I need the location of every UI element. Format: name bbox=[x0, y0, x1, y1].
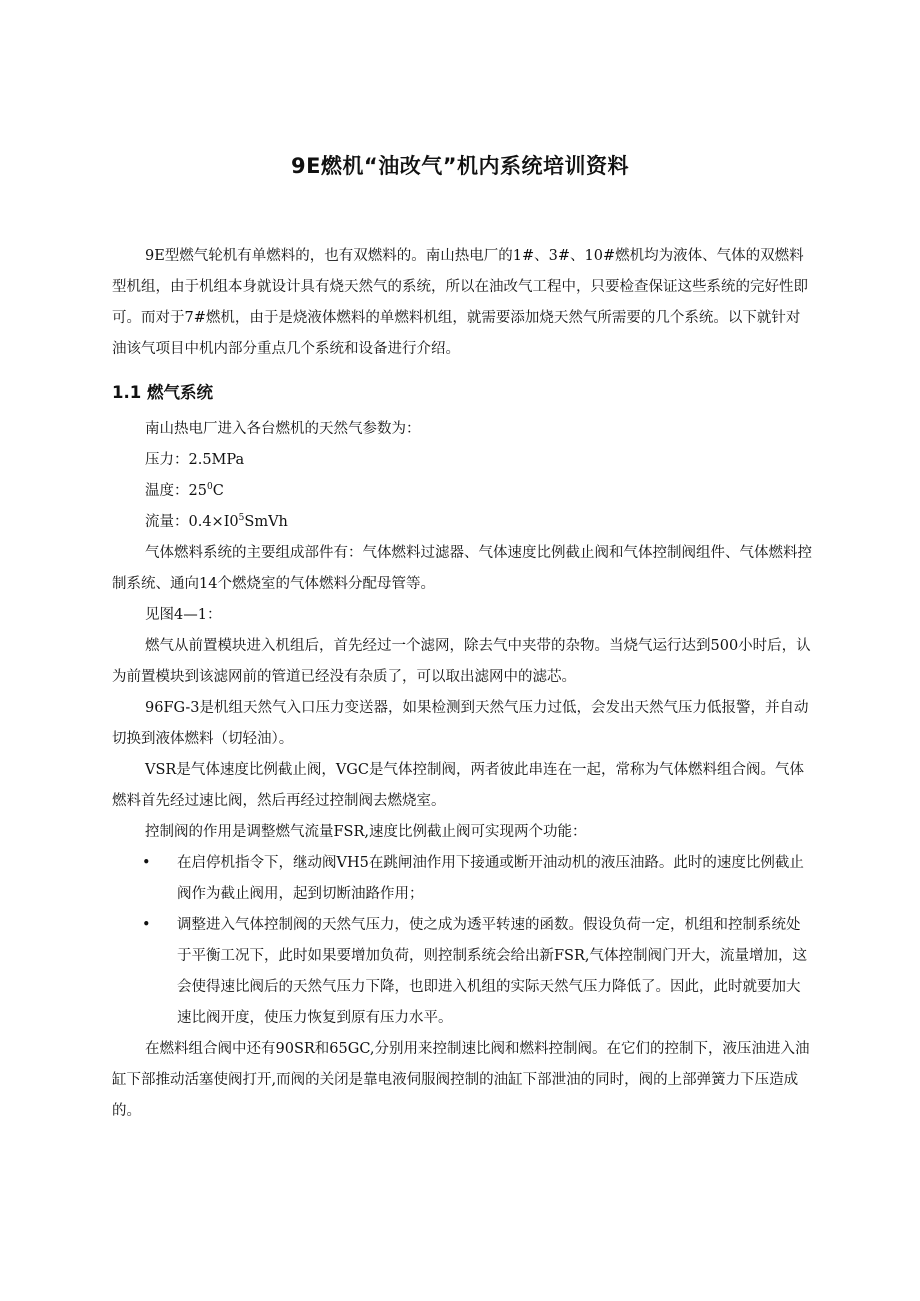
filter-paragraph: 燃气从前置模块进入机组后，首先经过一个滤网，除去气中夹带的杂物。当烧气运行达到500小时后，认为前置模块到该滤网前的管道已经没有杂质了，可以取出滤网中的滤芯。 bbox=[112, 638, 811, 685]
section-heading: 1.1 燃气系统 bbox=[112, 383, 213, 402]
pressure-param: 压力：2.5MPa bbox=[145, 452, 245, 468]
bullet-icon: • bbox=[142, 917, 151, 933]
vsr-paragraph: VSR是气体速度比例截止阀，VGC是气体控制阀，两者彼此串连在一起，常称为气体燃料组合阀。气体燃料首先经过速比阀，然后再经过控制阀去燃烧室。 bbox=[112, 762, 804, 809]
components-paragraph: 气体燃料系统的主要组成部件有：气体燃料过滤器、气体速度比例截止阀和气体控制阀组件、气体燃料控制系统、通向14个燃烧室的气体燃料分配母管等。 bbox=[112, 545, 812, 592]
document-title: 9E燃机“油改气”机内系统培训资料 bbox=[290, 154, 630, 178]
list-item-text: 调整进入气体控制阀的天然气压力，使之成为透平转速的函数。假设负荷一定，机组和控制系统处于平衡工况下，此时如果要增加负荷，则控制系统会给出新FSR,气体控制阀门开大，流量增加，这会使得速比阀后的天然气压力下降，也即进入机组的实际天然气压力降低了。因此，此时就要加大速比阀开度，使压力恢复到原有压力水平。 bbox=[177, 917, 808, 1026]
flow-label: 流量：0.4×I0 bbox=[145, 514, 239, 530]
bullet-icon: • bbox=[142, 855, 151, 871]
see-figure-paragraph: 见图4—1： bbox=[145, 607, 222, 623]
list-item bbox=[112, 910, 812, 1034]
list-item-text: 在启停机指令下，继动阀VH5在跳闸油作用下接通或断开油动机的液压油路。此时的速度比例截止阀作为截止阀用，起到切断油路作用； bbox=[177, 855, 804, 902]
flow-sup: 5 bbox=[238, 513, 245, 524]
control-valve-paragraph: 控制阀的作用是调整燃气流量FSR,速度比例截止阀可实现两个功能： bbox=[145, 824, 587, 840]
temperature-unit: C bbox=[212, 483, 224, 499]
pressure-transmitter-paragraph: 96FG-3是机组天然气入口压力变送器，如果检测到天然气压力过低，会发出天然气压力低报警，并自动切换到液体燃料（切轻油）。 bbox=[112, 700, 809, 747]
gas-params-intro: 南山热电厂进入各台燃机的天然气参数为： bbox=[145, 421, 421, 437]
servo-paragraph: 在燃料组合阀中还有90SR和65GC,分别用来控制速比阀和燃料控制阀。在它们的控制下，液压油进入油缸下部推动活塞使阀打开,而阀的关闭是靠电液伺服阀控制的油缸下部泄油的同时，阀的上部弹簧力下压造成的。 bbox=[112, 1041, 810, 1119]
flow-unit: SmVh bbox=[244, 514, 288, 530]
list-item bbox=[112, 848, 812, 910]
temperature-param bbox=[112, 476, 812, 507]
section-body bbox=[112, 414, 812, 1127]
temperature-label: 温度：25 bbox=[145, 483, 207, 499]
intro-paragraph: 9E型燃气轮机有单燃料的，也有双燃料的。南山热电厂的1#、3#、10#燃机均为液体、气体的双燃料型机组，由于机组本身就设计具有烧天然气的系统，所以在油改气工程中，只要检查保证这些系统的完好性即可。而对于7#燃机，由于是烧液体燃料的单燃料机组，就需要添加烧天然气所需要的几个系统。以下就针对油该气项目中机内部分重点几个系统和设备进行介绍。 bbox=[112, 248, 808, 357]
temperature-sup: 0 bbox=[206, 482, 213, 493]
flow-param bbox=[112, 507, 812, 538]
function-list bbox=[112, 848, 812, 1034]
